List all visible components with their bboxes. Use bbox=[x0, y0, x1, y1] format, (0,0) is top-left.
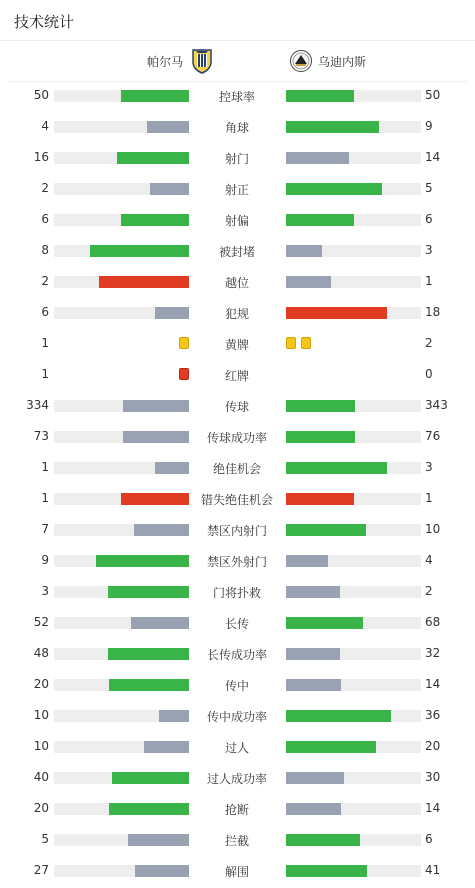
home-value: 1 bbox=[41, 336, 49, 350]
away-bar-track bbox=[286, 431, 421, 443]
away-value: 10 bbox=[425, 522, 441, 536]
away-value: 20 bbox=[425, 739, 441, 753]
away-bar-fill bbox=[286, 648, 340, 660]
stat-row bbox=[0, 236, 475, 267]
away-value: 41 bbox=[425, 863, 441, 877]
away-bar-track bbox=[286, 772, 421, 784]
away-value: 0 bbox=[425, 367, 433, 381]
home-value: 50 bbox=[33, 88, 49, 102]
home-bar-track bbox=[54, 183, 189, 195]
home-bar-fill bbox=[108, 648, 189, 660]
home-value: 20 bbox=[33, 801, 49, 815]
away-value: 36 bbox=[425, 708, 441, 722]
away-value: 5 bbox=[425, 181, 433, 195]
away-bar-track bbox=[286, 710, 421, 722]
home-bar-fill bbox=[155, 462, 189, 474]
home-cards bbox=[179, 368, 189, 380]
home-bar-track bbox=[54, 865, 189, 877]
stat-row bbox=[0, 422, 475, 453]
home-value: 10 bbox=[33, 739, 49, 753]
away-bar-fill bbox=[286, 431, 355, 443]
away-bar-track bbox=[286, 493, 421, 505]
away-value: 14 bbox=[425, 801, 441, 815]
home-value: 1 bbox=[41, 460, 49, 474]
away-bar-fill bbox=[286, 586, 340, 598]
home-bar-track bbox=[54, 431, 189, 443]
stat-row bbox=[0, 267, 475, 298]
away-bar-track bbox=[286, 462, 421, 474]
parma-crest-icon bbox=[191, 48, 213, 74]
stat-label: 拦截 bbox=[224, 834, 249, 848]
stat-label: 绝佳机会 bbox=[212, 462, 261, 476]
stat-row bbox=[0, 763, 475, 794]
away-bar-track bbox=[286, 524, 421, 536]
teams-header bbox=[0, 46, 475, 76]
stat-label: 传中成功率 bbox=[206, 710, 267, 724]
away-bar-fill bbox=[286, 679, 341, 691]
away-bar-fill bbox=[286, 865, 367, 877]
away-bar-fill bbox=[286, 90, 354, 102]
home-value: 6 bbox=[41, 212, 49, 226]
home-bar-track bbox=[54, 90, 189, 102]
away-value: 6 bbox=[425, 212, 433, 226]
home-bar-track bbox=[54, 772, 189, 784]
home-bar-fill bbox=[121, 214, 189, 226]
home-value: 2 bbox=[41, 274, 49, 288]
stat-row bbox=[0, 391, 475, 422]
away-bar-track bbox=[286, 183, 421, 195]
stat-label: 禁区内射门 bbox=[206, 524, 267, 538]
stat-label: 过人 bbox=[224, 741, 249, 755]
stat-label: 门将扑救 bbox=[212, 586, 261, 600]
stat-row bbox=[0, 360, 475, 391]
home-bar-track bbox=[54, 834, 189, 846]
away-bar-track bbox=[286, 803, 421, 815]
away-bar-track bbox=[286, 152, 421, 164]
home-bar-fill bbox=[155, 307, 189, 319]
home-value: 27 bbox=[33, 863, 49, 877]
away-bar-fill bbox=[286, 462, 387, 474]
stat-row bbox=[0, 174, 475, 205]
home-value: 1 bbox=[41, 491, 49, 505]
home-bar-fill bbox=[123, 431, 189, 443]
home-value: 8 bbox=[41, 243, 49, 257]
stat-label: 长传成功率 bbox=[206, 648, 267, 662]
stat-label: 犯规 bbox=[224, 307, 249, 321]
away-bar-fill bbox=[286, 214, 354, 226]
away-bar-track bbox=[286, 276, 421, 288]
home-bar-fill bbox=[135, 865, 189, 877]
stat-row bbox=[0, 298, 475, 329]
home-value: 73 bbox=[33, 429, 49, 443]
away-bar-fill bbox=[286, 834, 360, 846]
home-value: 40 bbox=[33, 770, 49, 784]
stat-row bbox=[0, 81, 475, 112]
away-value: 343 bbox=[425, 398, 448, 412]
away-team-name: 乌迪内斯 bbox=[318, 54, 367, 69]
home-bar-track bbox=[54, 493, 189, 505]
away-bar-fill bbox=[286, 183, 382, 195]
stat-row bbox=[0, 577, 475, 608]
stat-label: 禁区外射门 bbox=[206, 555, 267, 569]
stat-row bbox=[0, 143, 475, 174]
home-value: 1 bbox=[41, 367, 49, 381]
away-bar-fill bbox=[286, 524, 366, 536]
stat-row bbox=[0, 608, 475, 639]
away-bar-fill bbox=[286, 710, 391, 722]
away-bar-track bbox=[286, 648, 421, 660]
away-bar-fill bbox=[286, 493, 354, 505]
yellow-card-icon bbox=[301, 337, 311, 349]
away-bar-fill bbox=[286, 121, 379, 133]
away-value: 50 bbox=[425, 88, 441, 102]
home-bar-track bbox=[54, 462, 189, 474]
home-value: 4 bbox=[41, 119, 49, 133]
stat-label: 解围 bbox=[224, 865, 249, 879]
home-bar-fill bbox=[131, 617, 189, 629]
away-value: 76 bbox=[425, 429, 441, 443]
stat-label: 射正 bbox=[224, 183, 249, 197]
stat-label: 角球 bbox=[224, 121, 249, 135]
away-value: 4 bbox=[425, 553, 433, 567]
yellow-card-icon bbox=[179, 337, 189, 349]
stat-label: 传球成功率 bbox=[206, 431, 267, 445]
home-bar-fill bbox=[147, 121, 189, 133]
home-bar-track bbox=[54, 710, 189, 722]
away-cards bbox=[286, 337, 311, 349]
home-bar-fill bbox=[121, 90, 189, 102]
away-value: 9 bbox=[425, 119, 433, 133]
home-bar-fill bbox=[108, 586, 189, 598]
stat-row bbox=[0, 794, 475, 825]
stat-row bbox=[0, 546, 475, 577]
away-bar-fill bbox=[286, 307, 387, 319]
home-value: 7 bbox=[41, 522, 49, 536]
stat-row bbox=[0, 670, 475, 701]
away-bar-track bbox=[286, 834, 421, 846]
home-bar-track bbox=[54, 400, 189, 412]
away-bar-fill bbox=[286, 400, 355, 412]
home-value: 16 bbox=[33, 150, 49, 164]
away-bar-track bbox=[286, 400, 421, 412]
home-bar-track bbox=[54, 555, 189, 567]
stat-label: 传中 bbox=[224, 679, 249, 693]
away-bar-fill bbox=[286, 772, 344, 784]
stat-row bbox=[0, 515, 475, 546]
away-value: 18 bbox=[425, 305, 441, 319]
stat-label: 射偏 bbox=[224, 214, 249, 228]
home-value: 52 bbox=[33, 615, 49, 629]
home-bar-track bbox=[54, 741, 189, 753]
home-bar-track bbox=[54, 803, 189, 815]
away-value: 3 bbox=[425, 243, 433, 257]
home-bar-fill bbox=[121, 493, 189, 505]
stats-list bbox=[0, 81, 475, 887]
away-bar-track bbox=[286, 679, 421, 691]
home-bar-fill bbox=[150, 183, 189, 195]
stat-row bbox=[0, 856, 475, 887]
home-value: 20 bbox=[33, 677, 49, 691]
away-value: 30 bbox=[425, 770, 441, 784]
stat-row bbox=[0, 205, 475, 236]
stat-label: 黄牌 bbox=[224, 338, 249, 352]
home-bar-track bbox=[54, 245, 189, 257]
away-value: 32 bbox=[425, 646, 441, 660]
home-bar-fill bbox=[128, 834, 189, 846]
home-bar-track bbox=[54, 307, 189, 319]
stat-label: 射门 bbox=[224, 152, 249, 166]
stat-label: 传球 bbox=[224, 400, 249, 414]
away-bar-track bbox=[286, 214, 421, 226]
home-value: 2 bbox=[41, 181, 49, 195]
home-value: 6 bbox=[41, 305, 49, 319]
home-value: 9 bbox=[41, 553, 49, 567]
stat-label: 越位 bbox=[224, 276, 249, 290]
home-team-name: 帕尔马 bbox=[146, 54, 183, 69]
away-value: 6 bbox=[425, 832, 433, 846]
away-bar-fill bbox=[286, 276, 331, 288]
stat-row bbox=[0, 112, 475, 143]
page-title: 技术统计 bbox=[14, 13, 75, 31]
stat-label: 过人成功率 bbox=[206, 772, 267, 786]
home-bar-fill bbox=[123, 400, 189, 412]
home-bar-fill bbox=[99, 276, 189, 288]
away-value: 2 bbox=[425, 336, 433, 350]
away-bar-track bbox=[286, 555, 421, 567]
away-value: 68 bbox=[425, 615, 441, 629]
home-bar-track bbox=[54, 617, 189, 629]
stat-label: 长传 bbox=[224, 617, 249, 631]
away-bar-fill bbox=[286, 555, 328, 567]
away-bar-fill bbox=[286, 245, 322, 257]
away-bar-track bbox=[286, 741, 421, 753]
home-value: 5 bbox=[41, 832, 49, 846]
home-bar-track bbox=[54, 214, 189, 226]
home-bar-track bbox=[54, 586, 189, 598]
stat-label: 被封堵 bbox=[218, 245, 255, 259]
away-team[interactable] bbox=[290, 46, 366, 76]
home-bar-track bbox=[54, 679, 189, 691]
away-bar-fill bbox=[286, 741, 376, 753]
home-value: 3 bbox=[41, 584, 49, 598]
home-bar-fill bbox=[109, 679, 189, 691]
away-bar-track bbox=[286, 307, 421, 319]
away-value: 1 bbox=[425, 491, 433, 505]
away-bar-track bbox=[286, 586, 421, 598]
home-team[interactable] bbox=[147, 46, 213, 76]
home-bar-track bbox=[54, 152, 189, 164]
home-bar-track bbox=[54, 524, 189, 536]
away-value: 3 bbox=[425, 460, 433, 474]
away-bar-fill bbox=[286, 152, 349, 164]
home-value: 334 bbox=[26, 398, 49, 412]
udinese-crest-icon bbox=[290, 48, 312, 74]
home-bar-fill bbox=[117, 152, 189, 164]
away-bar-track bbox=[286, 90, 421, 102]
away-bar-track bbox=[286, 245, 421, 257]
red-card-icon bbox=[179, 368, 189, 380]
home-bar-fill bbox=[159, 710, 189, 722]
stat-row bbox=[0, 484, 475, 515]
home-bar-fill bbox=[90, 245, 189, 257]
stat-row bbox=[0, 639, 475, 670]
stat-row bbox=[0, 453, 475, 484]
away-value: 14 bbox=[425, 677, 441, 691]
home-bar-fill bbox=[112, 772, 189, 784]
away-bar-fill bbox=[286, 617, 363, 629]
stat-row bbox=[0, 329, 475, 360]
home-bar-fill bbox=[109, 803, 189, 815]
stat-label: 错失绝佳机会 bbox=[200, 493, 273, 507]
away-value: 14 bbox=[425, 150, 441, 164]
yellow-card-icon bbox=[286, 337, 296, 349]
home-cards bbox=[179, 337, 189, 349]
home-bar-fill bbox=[134, 524, 189, 536]
away-value: 1 bbox=[425, 274, 433, 288]
stat-row bbox=[0, 701, 475, 732]
home-bar-track bbox=[54, 648, 189, 660]
stat-label: 红牌 bbox=[224, 369, 249, 383]
away-bar-track bbox=[286, 617, 421, 629]
home-bar-track bbox=[54, 276, 189, 288]
stat-label: 抢断 bbox=[224, 803, 249, 817]
away-bar-track bbox=[286, 865, 421, 877]
away-value: 2 bbox=[425, 584, 433, 598]
away-bar-track bbox=[286, 121, 421, 133]
stat-row bbox=[0, 732, 475, 763]
home-bar-fill bbox=[96, 555, 189, 567]
stat-label: 控球率 bbox=[218, 90, 255, 104]
stat-row bbox=[0, 825, 475, 856]
away-bar-fill bbox=[286, 803, 341, 815]
home-bar-fill bbox=[144, 741, 189, 753]
home-value: 48 bbox=[33, 646, 49, 660]
home-bar-track bbox=[54, 121, 189, 133]
home-value: 10 bbox=[33, 708, 49, 722]
header-divider bbox=[0, 40, 475, 41]
